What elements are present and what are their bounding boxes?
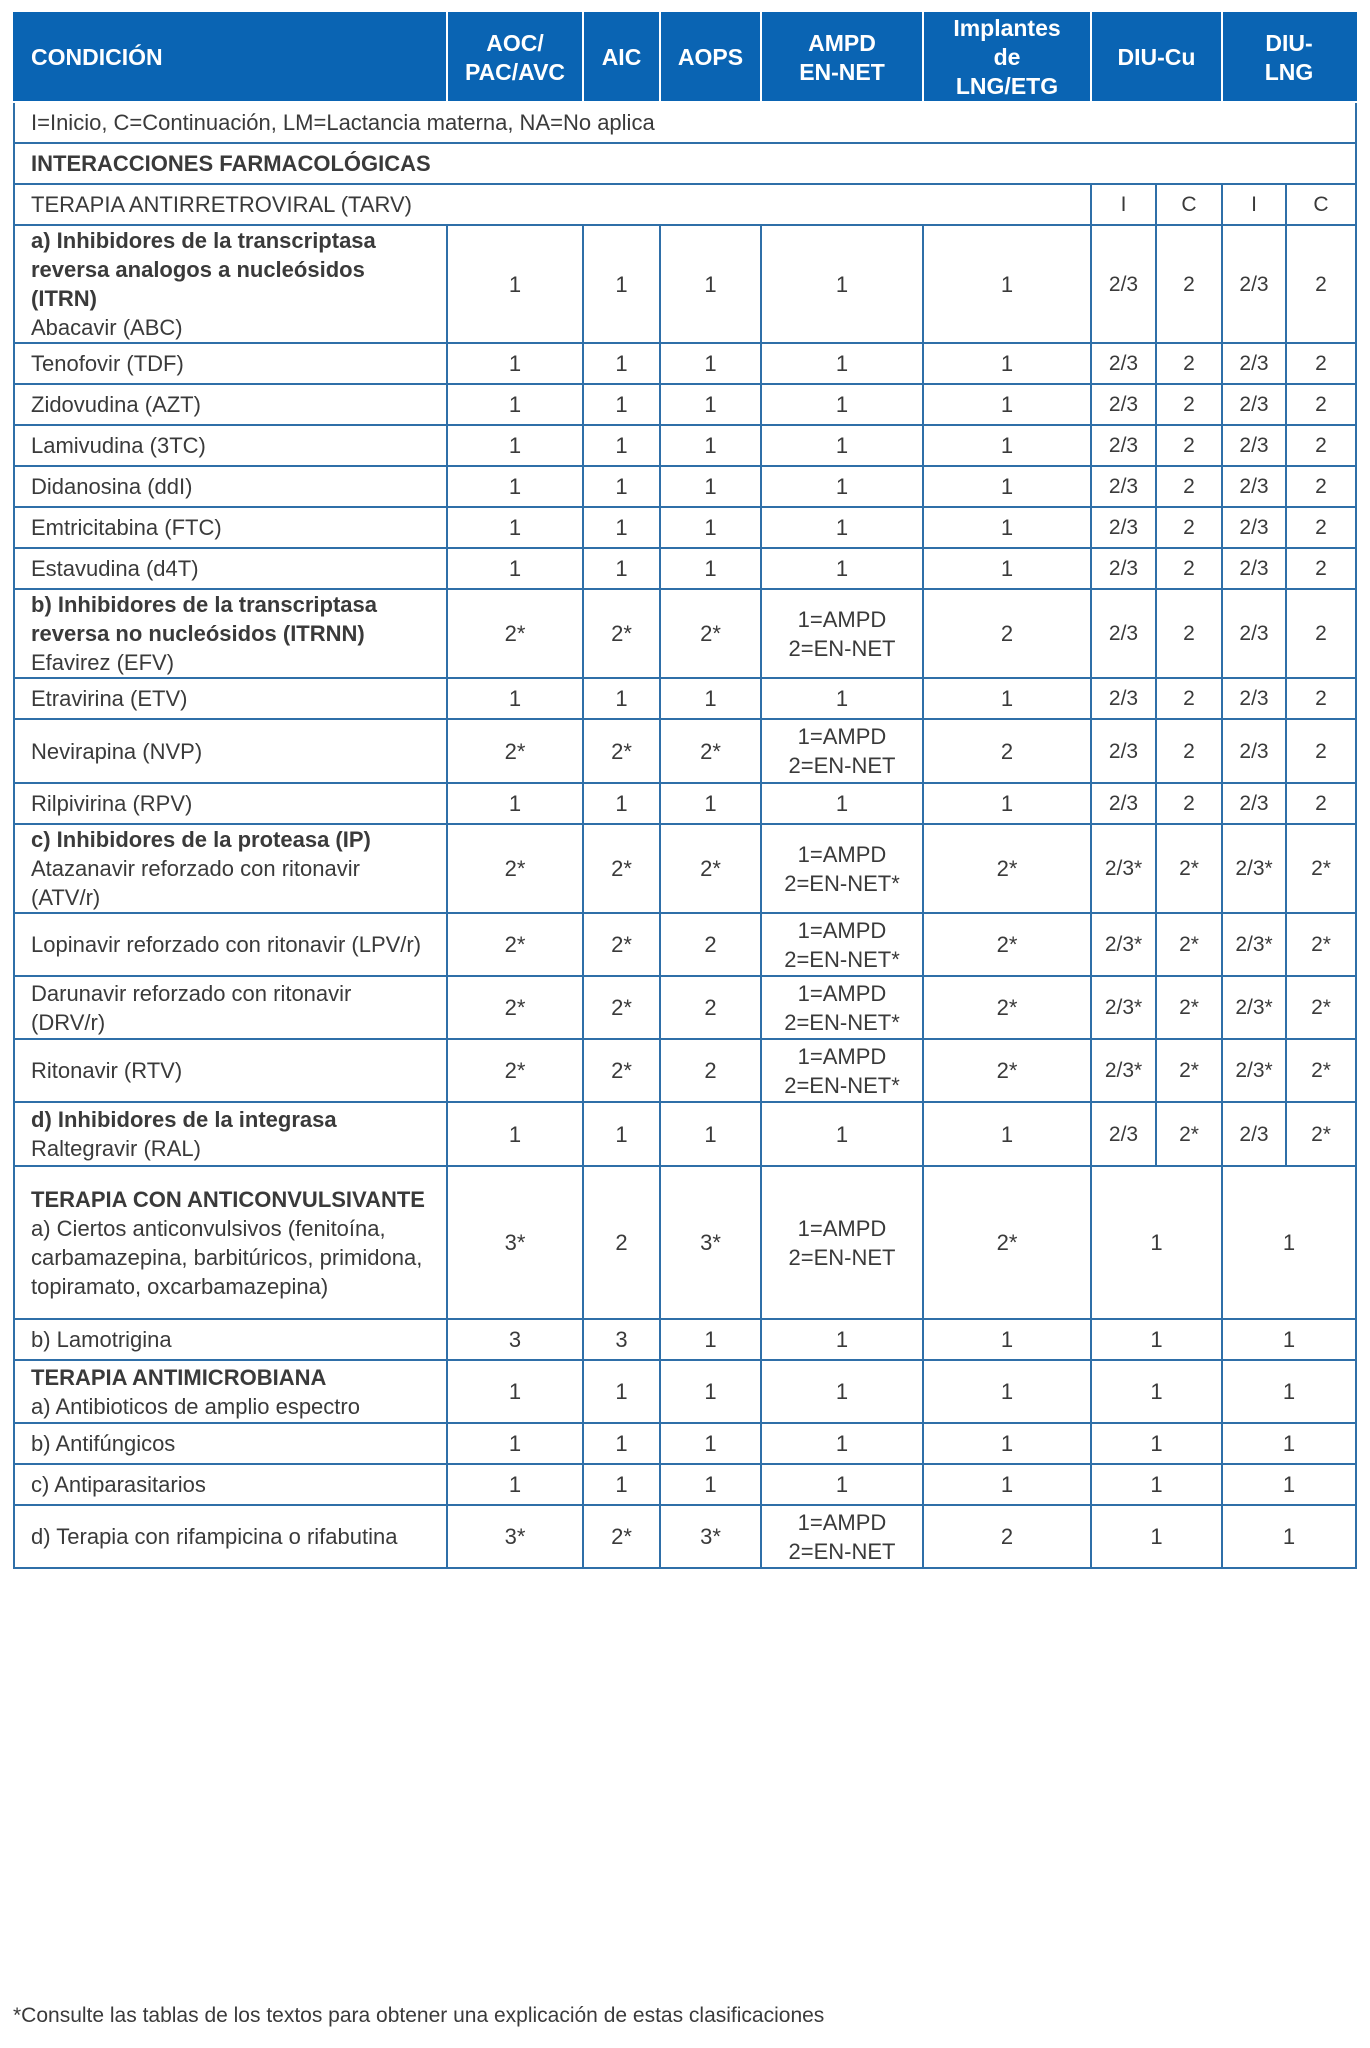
category-value: 2* [923, 976, 1091, 1039]
subcolumn-header: C [1156, 184, 1222, 225]
iud-category-value: 2/3* [1222, 1039, 1286, 1102]
category-value: 1 [761, 548, 923, 589]
iud-category-value: 2 [1286, 589, 1356, 678]
condition-label: Rilpivirina (RPV) [31, 791, 193, 816]
condition-cell [14, 719, 447, 783]
table-row [14, 1102, 1356, 1166]
category-value: 1 [660, 425, 761, 466]
iud-category-value: 2* [1286, 1039, 1356, 1102]
category-value: 1 [761, 783, 923, 824]
header-diu-lng: DIU- LNG [1222, 13, 1356, 102]
subcolumn-header: I [1091, 184, 1156, 225]
category-value: 1 [660, 1319, 761, 1360]
iud-category-value: 2/3 [1091, 343, 1156, 384]
iud-category-value: 2 [1156, 548, 1222, 589]
category-value: 1 [761, 1360, 923, 1423]
category-value: 2* [447, 913, 583, 976]
condition-group-label: TERAPIA CON ANTICONVULSIVANTE [31, 1186, 425, 1212]
category-value: 2* [923, 1039, 1091, 1102]
category-value: 3* [447, 1505, 583, 1568]
iud-category-value: 2/3 [1091, 719, 1156, 783]
category-value: 1 [761, 1423, 923, 1464]
category-value: 1 [761, 1102, 923, 1166]
category-value: 2 [923, 1505, 1091, 1568]
category-value: 1 [447, 466, 583, 507]
category-value: 1 [761, 384, 923, 425]
condition-cell [14, 589, 447, 678]
iud-category-value: 2 [1286, 343, 1356, 384]
condition-label: Didanosina (ddI) [31, 474, 193, 499]
iud-category-value: 2 [1286, 507, 1356, 548]
condition-group-label: b) Inhibidores de la transcriptasa reversa no nucleósidos (ITRNN) [31, 592, 377, 646]
category-value: 1 [761, 507, 923, 548]
category-value: 1=AMPD 2=EN-NET* [761, 824, 923, 913]
category-value: 1 [583, 343, 660, 384]
category-value: 1 [761, 425, 923, 466]
condition-cell [14, 507, 447, 548]
condition-label: Zidovudina (AZT) [31, 392, 201, 417]
condition-label: Atazanavir reforzado con ritonavir (ATV/r) [31, 856, 360, 910]
category-value: 1 [660, 466, 761, 507]
category-value: 1 [583, 384, 660, 425]
iud-category-value: 1 [1222, 1423, 1356, 1464]
iud-category-value: 2* [1156, 913, 1222, 976]
iud-category-value: 2/3 [1091, 466, 1156, 507]
category-value: 1 [447, 1423, 583, 1464]
iud-category-value: 2 [1156, 225, 1222, 343]
iud-category-value: 1 [1222, 1319, 1356, 1360]
category-value: 1 [583, 466, 660, 507]
row-label: TERAPIA ANTIRRETROVIRAL (TARV) [14, 184, 1091, 225]
category-value: 1 [923, 384, 1091, 425]
table-row [14, 913, 1356, 976]
category-value: 1 [660, 783, 761, 824]
iud-category-value: 2/3 [1091, 384, 1156, 425]
iud-category-value: 2 [1156, 384, 1222, 425]
header-aops: AOPS [660, 13, 761, 102]
iud-category-value: 2 [1156, 507, 1222, 548]
category-value: 2* [583, 1039, 660, 1102]
footnote: *Consulte las tablas de los textos para obtener una explicación de estas clasificaciones [13, 2004, 825, 2027]
table-row [14, 1464, 1356, 1505]
condition-label: a) Ciertos anticonvulsivos (fenitoína, carbamazepina, barbitúricos, primidona, topiramato, oxcarbamazepina) [31, 1215, 423, 1299]
condition-label: b) Lamotrigina [31, 1327, 172, 1352]
condition-label: Estavudina (d4T) [31, 556, 199, 581]
category-value: 2* [583, 824, 660, 913]
header-aic: AIC [583, 13, 660, 102]
condition-cell [14, 1464, 447, 1505]
condition-cell [14, 384, 447, 425]
category-value: 1 [761, 678, 923, 719]
category-value: 1 [583, 678, 660, 719]
condition-cell [14, 1166, 447, 1319]
condition-label: c) Antiparasitarios [31, 1472, 206, 1497]
header-condicion: CONDICIÓN [14, 13, 447, 102]
category-value: 1 [583, 425, 660, 466]
category-value: 1=AMPD 2=EN-NET* [761, 976, 923, 1039]
category-value: 1=AMPD 2=EN-NET [761, 589, 923, 678]
category-value: 3* [660, 1505, 761, 1568]
table-row [14, 678, 1356, 719]
condition-cell [14, 976, 447, 1039]
category-value: 1 [660, 225, 761, 343]
iud-category-value: 2* [1286, 1102, 1356, 1166]
condition-cell [14, 1360, 447, 1423]
iud-category-value: 2/3 [1222, 719, 1286, 783]
category-value: 1 [447, 548, 583, 589]
category-value: 1 [923, 1102, 1091, 1166]
iud-category-value: 1 [1222, 1464, 1356, 1505]
iud-category-value: 2/3 [1222, 1102, 1286, 1166]
iud-category-value: 2 [1156, 466, 1222, 507]
condition-label: Abacavir (ABC) [31, 315, 183, 340]
table-row [14, 1039, 1356, 1102]
condition-label: d) Terapia con rifampicina o rifabutina [31, 1524, 398, 1549]
category-value: 1 [923, 783, 1091, 824]
category-value: 1 [447, 343, 583, 384]
iud-category-value: 2/3 [1222, 507, 1286, 548]
category-value: 1 [923, 225, 1091, 343]
iud-category-value: 2* [1156, 976, 1222, 1039]
table-row [14, 589, 1356, 678]
condition-cell [14, 1102, 447, 1166]
category-value: 1 [447, 1360, 583, 1423]
table-row [14, 425, 1356, 466]
category-value: 1 [447, 1102, 583, 1166]
header-row [14, 13, 1356, 102]
table-row [14, 1319, 1356, 1360]
category-value: 1=AMPD 2=EN-NET* [761, 1039, 923, 1102]
category-value: 2* [447, 589, 583, 678]
condition-cell [14, 824, 447, 913]
iud-category-value: 1 [1222, 1360, 1356, 1423]
iud-category-value: 2/3 [1222, 425, 1286, 466]
condition-label: Lamivudina (3TC) [31, 433, 206, 458]
condition-label: Lopinavir reforzado con ritonavir (LPV/r) [31, 932, 422, 957]
category-value: 2* [660, 824, 761, 913]
category-value: 1=AMPD 2=EN-NET [761, 1166, 923, 1319]
category-value: 1 [923, 507, 1091, 548]
iud-category-value: 2/3 [1222, 548, 1286, 589]
table-body [14, 102, 1356, 1568]
section-heading-text: INTERACCIONES FARMACOLÓGICAS [31, 151, 431, 176]
category-value: 1 [447, 384, 583, 425]
category-value: 1 [660, 1423, 761, 1464]
category-value: 3* [660, 1166, 761, 1319]
table-row [14, 507, 1356, 548]
table-row [14, 384, 1356, 425]
header-implantes: Implantes de LNG/ETG [923, 13, 1091, 102]
category-value: 1 [447, 783, 583, 824]
header-diu-cu: DIU-Cu [1091, 13, 1222, 102]
category-value: 1 [660, 1360, 761, 1423]
condition-cell [14, 343, 447, 384]
iud-category-value: 2 [1286, 678, 1356, 719]
iud-category-value: 1 [1091, 1319, 1222, 1360]
condition-group-label: d) Inhibidores de la integrasa [31, 1107, 337, 1132]
iud-category-value: 2 [1156, 425, 1222, 466]
category-value: 2* [583, 976, 660, 1039]
table-row [14, 466, 1356, 507]
iud-category-value: 2/3 [1091, 425, 1156, 466]
condition-cell [14, 425, 447, 466]
category-value: 2 [660, 976, 761, 1039]
category-value: 1 [583, 507, 660, 548]
condition-label: a) Antibioticos de amplio espectro [31, 1393, 360, 1419]
category-value: 1 [660, 507, 761, 548]
condition-label: b) Antifúngicos [31, 1431, 176, 1456]
legend-text: I=Inicio, C=Continuación, LM=Lactancia materna, NA=No aplica [14, 102, 1356, 143]
table-row [14, 783, 1356, 824]
iud-category-value: 1 [1222, 1166, 1356, 1319]
category-value: 1 [583, 225, 660, 343]
table-row [14, 225, 1356, 343]
category-value: 1 [583, 1360, 660, 1423]
iud-category-value: 2 [1286, 719, 1356, 783]
category-value: 1=AMPD 2=EN-NET* [761, 913, 923, 976]
iud-category-value: 2 [1286, 466, 1356, 507]
iud-category-value: 2/3 [1222, 466, 1286, 507]
iud-category-value: 2/3 [1091, 507, 1156, 548]
condition-label: Efavirez (EFV) [31, 650, 175, 675]
table-row [14, 976, 1356, 1039]
condition-cell [14, 466, 447, 507]
category-value: 2 [923, 589, 1091, 678]
iud-category-value: 2/3 [1222, 589, 1286, 678]
category-value: 1 [447, 507, 583, 548]
iud-category-value: 2 [1286, 425, 1356, 466]
table-row [14, 1166, 1356, 1319]
category-value: 2* [583, 589, 660, 678]
category-value: 1 [923, 1360, 1091, 1423]
category-value: 2* [660, 719, 761, 783]
iud-category-value: 1 [1091, 1505, 1222, 1568]
condition-group-label: TERAPIA ANTIMICROBIANA [31, 1364, 327, 1390]
condition-cell [14, 1319, 447, 1360]
condition-group-label: c) Inhibidores de la proteasa (IP) [31, 827, 371, 852]
iud-category-value: 2/3* [1091, 913, 1156, 976]
table-row [14, 1360, 1356, 1423]
category-value: 1 [660, 1464, 761, 1505]
category-value: 2* [923, 824, 1091, 913]
iud-category-value: 2/3* [1091, 824, 1156, 913]
table-row [14, 1505, 1356, 1568]
category-value: 3 [583, 1319, 660, 1360]
table-row [14, 824, 1356, 913]
category-value: 2 [660, 1039, 761, 1102]
condition-cell [14, 1039, 447, 1102]
category-value: 2* [583, 1505, 660, 1568]
iud-category-value: 2/3 [1222, 783, 1286, 824]
category-value: 1 [923, 678, 1091, 719]
condition-label: Etravirina (ETV) [31, 686, 188, 711]
category-value: 1 [583, 783, 660, 824]
iud-category-value: 2 [1286, 783, 1356, 824]
category-value: 1 [923, 1464, 1091, 1505]
iud-category-value: 2/3* [1222, 824, 1286, 913]
category-value: 2* [447, 1039, 583, 1102]
category-value: 2* [583, 913, 660, 976]
category-value: 3 [447, 1319, 583, 1360]
category-value: 1 [761, 343, 923, 384]
category-value: 3* [447, 1166, 583, 1319]
condition-cell [14, 1423, 447, 1464]
table-row [14, 548, 1356, 589]
iud-category-value: 1 [1091, 1423, 1222, 1464]
iud-category-value: 2/3 [1091, 589, 1156, 678]
category-value: 2 [923, 719, 1091, 783]
iud-category-value: 2 [1156, 678, 1222, 719]
category-value: 1 [761, 1319, 923, 1360]
iud-category-value: 2/3 [1222, 384, 1286, 425]
iud-category-value: 2 [1286, 225, 1356, 343]
category-value: 1 [923, 1423, 1091, 1464]
iud-category-value: 2/3 [1091, 1102, 1156, 1166]
category-value: 1 [761, 225, 923, 343]
category-value: 1 [447, 678, 583, 719]
iud-category-value: 1 [1091, 1360, 1222, 1423]
iud-category-value: 2/3 [1091, 783, 1156, 824]
condition-label: Tenofovir (TDF) [31, 351, 184, 376]
legend-row [14, 102, 1356, 143]
iud-category-value: 1 [1091, 1166, 1222, 1319]
table-row [14, 343, 1356, 384]
category-value: 1 [923, 466, 1091, 507]
table-row [14, 184, 1356, 225]
iud-category-value: 2 [1286, 384, 1356, 425]
iud-category-value: 2* [1286, 976, 1356, 1039]
header-ampd: AMPD EN-NET [761, 13, 923, 102]
category-value: 1 [923, 343, 1091, 384]
category-value: 1 [761, 466, 923, 507]
category-value: 1=AMPD 2=EN-NET [761, 719, 923, 783]
condition-label: Ritonavir (RTV) [31, 1058, 183, 1083]
category-value: 1 [583, 1423, 660, 1464]
subcolumn-header: I [1222, 184, 1286, 225]
category-value: 1 [923, 425, 1091, 466]
iud-category-value: 2* [1286, 824, 1356, 913]
section-heading [14, 143, 1356, 184]
iud-category-value: 2 [1156, 783, 1222, 824]
category-value: 1 [583, 1102, 660, 1166]
condition-cell [14, 678, 447, 719]
iud-category-value: 2 [1286, 548, 1356, 589]
iud-category-value: 2* [1156, 1102, 1222, 1166]
iud-category-value: 2/3* [1091, 976, 1156, 1039]
iud-category-value: 2* [1156, 824, 1222, 913]
condition-label: Nevirapina (NVP) [31, 738, 203, 764]
category-value: 2* [447, 824, 583, 913]
iud-category-value: 2/3 [1091, 225, 1156, 343]
eligibility-table [13, 12, 1357, 1569]
category-value: 1 [923, 1319, 1091, 1360]
category-value: 1 [447, 425, 583, 466]
category-value: 1 [660, 384, 761, 425]
table-row [14, 143, 1356, 184]
condition-label: Raltegravir (RAL) [31, 1136, 201, 1161]
category-value: 2* [583, 719, 660, 783]
iud-category-value: 1 [1222, 1505, 1356, 1568]
iud-category-value: 2/3 [1222, 343, 1286, 384]
category-value: 1 [447, 1464, 583, 1505]
iud-category-value: 2 [1156, 343, 1222, 384]
subcolumn-header: C [1286, 184, 1356, 225]
condition-cell [14, 913, 447, 976]
category-value: 2* [447, 976, 583, 1039]
category-value: 1 [923, 548, 1091, 589]
iud-category-value: 1 [1091, 1464, 1222, 1505]
condition-cell [14, 548, 447, 589]
category-value: 2 [660, 913, 761, 976]
category-value: 1 [583, 1464, 660, 1505]
category-value: 1 [583, 548, 660, 589]
iud-category-value: 2/3* [1091, 1039, 1156, 1102]
iud-category-value: 2/3 [1222, 225, 1286, 343]
iud-category-value: 2/3 [1091, 678, 1156, 719]
category-value: 1 [447, 225, 583, 343]
iud-category-value: 2 [1156, 589, 1222, 678]
iud-category-value: 2/3* [1222, 976, 1286, 1039]
condition-cell [14, 225, 447, 343]
header-aoc: AOC/ PAC/AVC [447, 13, 583, 102]
category-value: 1 [761, 1464, 923, 1505]
condition-label: Emtricitabina (FTC) [31, 515, 222, 540]
condition-label: Darunavir reforzado con ritonavir (DRV/r) [31, 980, 352, 1035]
category-value: 1 [660, 678, 761, 719]
iud-category-value: 2/3 [1222, 678, 1286, 719]
condition-cell [14, 783, 447, 824]
iud-category-value: 2 [1156, 719, 1222, 783]
table-row [14, 1423, 1356, 1464]
category-value: 2* [447, 719, 583, 783]
condition-group-label: a) Inhibidores de la transcriptasa reversa analogos a nucleósidos (ITRN) [31, 228, 376, 311]
table-row [14, 719, 1356, 783]
condition-cell [14, 1505, 447, 1568]
category-value: 1=AMPD 2=EN-NET [761, 1505, 923, 1568]
iud-category-value: 2* [1156, 1039, 1222, 1102]
iud-category-value: 2/3* [1222, 913, 1286, 976]
category-value: 1 [660, 548, 761, 589]
category-value: 1 [660, 343, 761, 384]
category-value: 2 [583, 1166, 660, 1319]
category-value: 2* [923, 913, 1091, 976]
category-value: 2* [923, 1166, 1091, 1319]
category-value: 2* [660, 589, 761, 678]
iud-category-value: 2* [1286, 913, 1356, 976]
iud-category-value: 2/3 [1091, 548, 1156, 589]
category-value: 1 [660, 1102, 761, 1166]
